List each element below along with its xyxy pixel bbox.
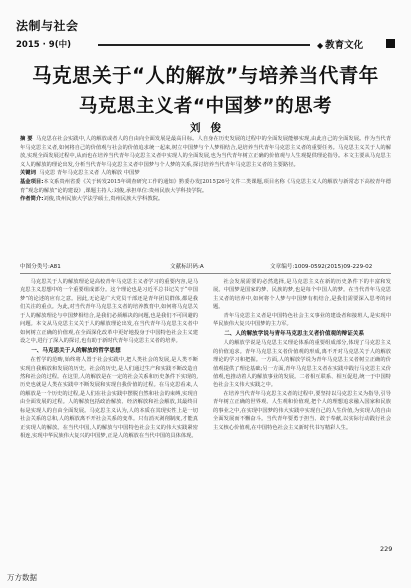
body-column-left (20, 278, 198, 441)
article-author: 刘俊 (190, 122, 231, 134)
body-paragraph: 社会发展需要的必然选择,是马克思主义在新的历史条件下的丰富和发展。中国梦是国家的梦、民族的梦,也是每个中国人的梦。在当代青年马克思主义者的培养中,如何将个人梦与中国梦有机结合,是我们需要深入思考的问题。 (213, 279, 391, 311)
diamond-icon: ◆ (317, 41, 324, 50)
article-title-line1: 马克思关于“人的解放”与培养当代青年 (32, 64, 379, 87)
section-heading: 一、马克思关于人的解放的哲学思想 (31, 347, 121, 354)
author-info-label: 作者简介: (20, 196, 44, 203)
section-heading: 二、人的解放学说与青年马克思主义者价值观的辩证关系 (224, 330, 365, 337)
author-info-text: 刘俊,贵州民族大学法学硕士,贵州民族大学科教院。 (43, 196, 164, 203)
body-column-right (213, 278, 391, 432)
keywords-text: 马克思 青年马克思主义者 人的解放 中国梦 (39, 170, 140, 177)
body-paragraph: 在培养当代青年马克思主义者的过程中,要坚持以马克思主义为指导,引导青年树立正确的世界观、人生观和价值观,把个人的理想追求融入国家和民族的事业之中,在实现中国梦的伟大实践中实现自己的人生价值,为实现人的自由全面发展而不懈奋斗。当代青年要勇于担当、敢于奉献,以实际行动践行社会主义核心价值观,在中国特色社会主义新时代书写精彩人生。 (213, 390, 391, 431)
issue-number: 2015 · 9(中) (16, 40, 71, 50)
body-paragraph: 青年马克思主义者是中国特色社会主义事业的建设者和接班人,是实现中华民族伟大复兴中国梦的主力军。 (213, 312, 391, 328)
header-block-mark (386, 39, 395, 48)
abstract-block (20, 135, 391, 204)
fund-label: 基金项目: (20, 178, 44, 185)
keywords-label: 关键词 (20, 170, 36, 177)
document-code: 文献标识码:A (170, 264, 204, 270)
abstract-divider (20, 273, 391, 274)
database-footer: 万方数据 (7, 573, 37, 582)
clc-number: 中图分类号:A81 (20, 264, 61, 270)
article-number: 文章编号:1009-0592(2015)09-229-02 (270, 264, 373, 270)
header-rule (98, 44, 310, 46)
page-number: 229 (380, 545, 393, 553)
article-title-line2: 马克思主义者“中国梦”的思考 (78, 96, 333, 117)
section-name: 教育文化 (325, 40, 364, 51)
classification-row (20, 262, 391, 272)
body-paragraph: 人的解放学说是马克思主义理论体系的重要组成部分,体现了马克思主义的价值追求。青年马克思主义者价值观的形成,离不开对马克思关于人的解放理论的学习和把握。一方面,人的解放学说为青年马克思主义者树立正确的价值观提供了理论基础;另一方面,青年马克思主义者在实践中践行马克思主义价值观,也推动着人的解放事业的发展。二者相互联系、相互促进,统一于中国特色社会主义伟大实践之中。 (213, 340, 391, 389)
body-paragraph: 在哲学的范畴,始终将人置于社会实践中,把人类社会的发展,是人类不断实现自我解放和发展的历史。社会的历史,是人们通过生产和实践不断改造自然和社会的过程。在这里,人的解放是在一定的社会关系和历史条件下实现的,历史也就是人类在实践中不断发展和实现自我价值的过程。在马克思看来,人的解放是一个历史的过程,是人们在社会实践中摆脱自然和社会的束缚,实现自由全面发展的过程。人的解放包括政治解放、经济解放和社会解放,其最终目标是实现人的自由全面发展。马克思主义认为,人的本质在其现实性上是一切社会关系的总和,人的解放离不开社会关系的变革。只有消灭剥削制度,才能真正实现人的解放。在当代中国,人的解放与中国特色社会主义的伟大实践紧密相连,实现中华民族伟大复兴的中国梦,正是人的解放在当代中国的具体体现。 (20, 357, 198, 440)
fund-text: 本文系贵州省委《关于转发2015年调查研究工作的通知》黔委办发[2015]26号文件二类课题,项目名称《马克思主义人的解放与新常态下高校青年德育“观念的解放”论的建设》,课题主持人:刘俊,承担单位:贵州民族大学科技学院。 (20, 178, 391, 194)
body-paragraph: 马克思关于人的解放理论是高校青年马克思主义者学习的重要内容,是马克思主义思想中的一个重要组成部分。这个理论也是习近平总书记关于“中国梦”的论述的应有之意。因此,无论是广大党员干部还是青年团员群体,都是我们关注的重点。为此,对当代青年马克思主义者的培养教育中,如何将马克思关于人的解放理论与中国梦相结合,是我们必须解决的问题,也是我们不可回避的问题。本文从马克思主义关于人的解放理论出发,在当代青年马克思主义者中如何树立正确的价值观,在全面深化改革中更好地投身于中国特色社会主义建设之中,进行了深入的探讨,也有助于新时代青年马克思主义者的培养。 (20, 279, 198, 345)
abstract-label: 摘 要 (20, 136, 33, 142)
section-label (317, 37, 363, 51)
journal-logo: 法制与社会 (16, 19, 79, 33)
abstract-text: 马克思在社会实践中,人的解放或者人的自由向全面发展是最高目标。人自身在历史发展的过程中的全面发展能够实现,由此自己的全面发展。作为当代青年马克思主义者,如何将自己的价值观与社会的价值追求统一起来,树立中国梦与个人梦相结合,是培养当代青年马克思主义者的重要任务。马克思主义关于人的解放,实现全面发展过程中,从而也在培养当代青年马克思主义者中实现人的全面发展,也为当代青年树立正确的价值观与人生观提供理论指导。本文主要从马克思主义人的解放的理论出发,分析当代青年马克思主义者中国梦与个人梦的关系,探讨培养当代青年马克思主义者的主要路径。 (20, 136, 391, 168)
